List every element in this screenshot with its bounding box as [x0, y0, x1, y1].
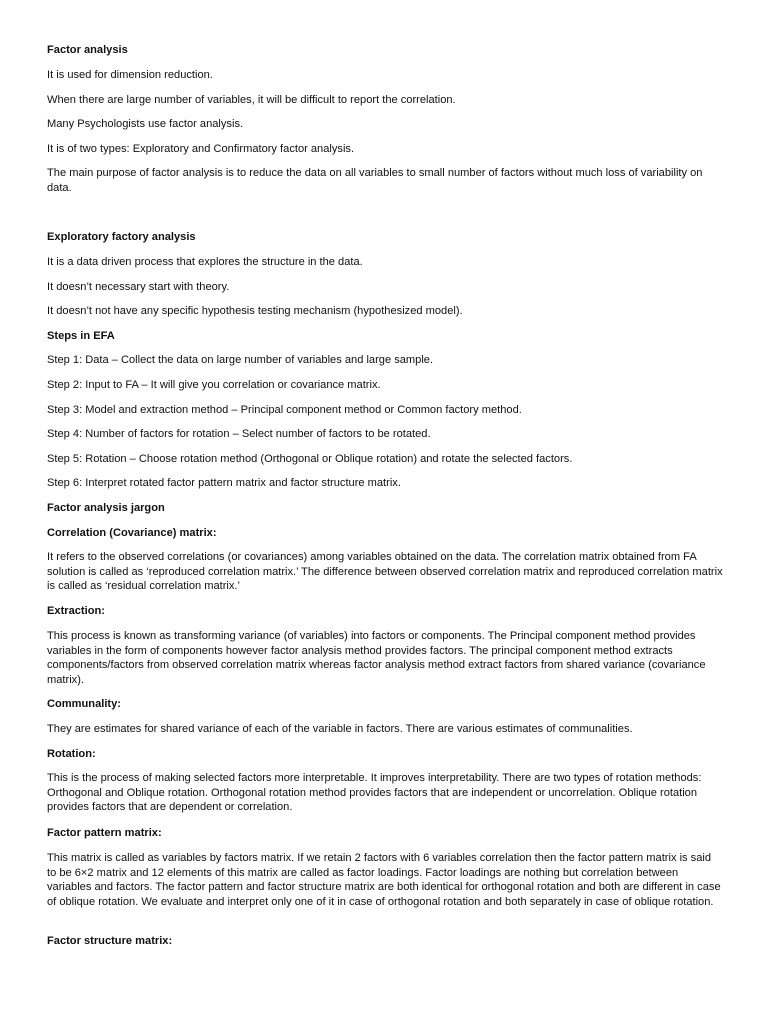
intro-line-1: It is used for dimension reduction. [47, 69, 213, 81]
paragraph-pattern-matrix: This matrix is called as variables by factors matrix. If we retain 2 factors with 6 variables correlation then the factor pattern matrix is said to be 6×2 matrix and 12 elements of this matrix are called as factor loadings. Factor loadings are nothing but correlation between variables and factors. The factor pattern and factor structure matrix are both identical for orthogonal rotation and both are different in case of oblique rotation. We evaluate and interpret only one of it in case of orthogonal rotation and both separately in case of oblique rotation. [47, 852, 721, 909]
step-item-2: Step 2: Input to FA – It will give you correlation or covariance matrix. [47, 379, 381, 391]
heading-rotation: Rotation: [47, 748, 96, 760]
step-item-4: Step 4: Number of factors for rotation – Select number of factors to be rotated. [47, 428, 431, 440]
step-item-5: Step 5: Rotation – Choose rotation method (Orthogonal or Oblique rotation) and rotate the selected factors. [47, 453, 573, 465]
paragraph-extraction: This process is known as transforming variance (of variables) into factors or components. The Principal component method provides variables in the form of components however factor analysis method provides factors. The principal component method extracts components/factors from observed correlation matrix whereas factor analysis method extract factors from shared variance (covariance matrix). [47, 630, 706, 687]
intro-line-2: When there are large number of variables, it will be difficult to report the correlation. [47, 94, 456, 106]
intro-paragraph-purpose: The main purpose of factor analysis is to reduce the data on all variables to small number of factors without much loss of variability on data. [47, 167, 703, 194]
heading-factor-analysis: Factor analysis [47, 44, 128, 56]
intro-line-3: Many Psychologists use factor analysis. [47, 118, 244, 130]
heading-communality: Communality: [47, 698, 121, 710]
paragraph-rotation: This is the process of making selected factors more interpretable. It improves interpretability. There are two types of rotation methods: Orthogonal and Oblique rotation. Orthogonal rotation method provides factors that are independent or uncorrelation. Oblique rotation provides factors that are dependent or correlation. [47, 772, 702, 814]
heading-jargon: Factor analysis jargon [47, 502, 165, 514]
heading-extraction: Extraction: [47, 605, 105, 617]
intro-line-4: It is of two types: Exploratory and Confirmatory factor analysis. [47, 143, 355, 155]
step-item-3: Step 3: Model and extraction method – Principal component method or Common factory method. [47, 404, 522, 416]
efa-line-1: It is a data driven process that explores the structure in the data. [47, 256, 363, 268]
heading-correlation-matrix: Correlation (Covariance) matrix: [47, 527, 217, 539]
step-item-1: Step 1: Data – Collect the data on large number of variables and large sample. [47, 354, 434, 366]
paragraph-correlation-matrix: It refers to the observed correlations (or covariances) among variables obtained on the data. The correlation matrix obtained from FA solution is called as ‘reproduced correlation matrix.’ The difference between observed correlation matrix and reproduced correlation matrix is called as ‘residual correlation matrix.’ [47, 551, 723, 593]
step-item-6: Step 6: Interpret rotated factor pattern matrix and factor structure matrix. [47, 477, 401, 489]
paragraph-communality: They are estimates for shared variance of each of the variable in factors. There are various estimates of communalities. [47, 723, 633, 735]
heading-efa: Exploratory factory analysis [47, 231, 196, 243]
heading-pattern-matrix: Factor pattern matrix: [47, 827, 162, 839]
heading-structure-matrix: Factor structure matrix: [47, 935, 173, 947]
efa-line-2: It doesn’t necessary start with theory. [47, 281, 230, 293]
heading-steps: Steps in EFA [47, 330, 115, 342]
efa-line-3: It doesn’t not have any specific hypothesis testing mechanism (hypothesized model). [47, 305, 463, 317]
